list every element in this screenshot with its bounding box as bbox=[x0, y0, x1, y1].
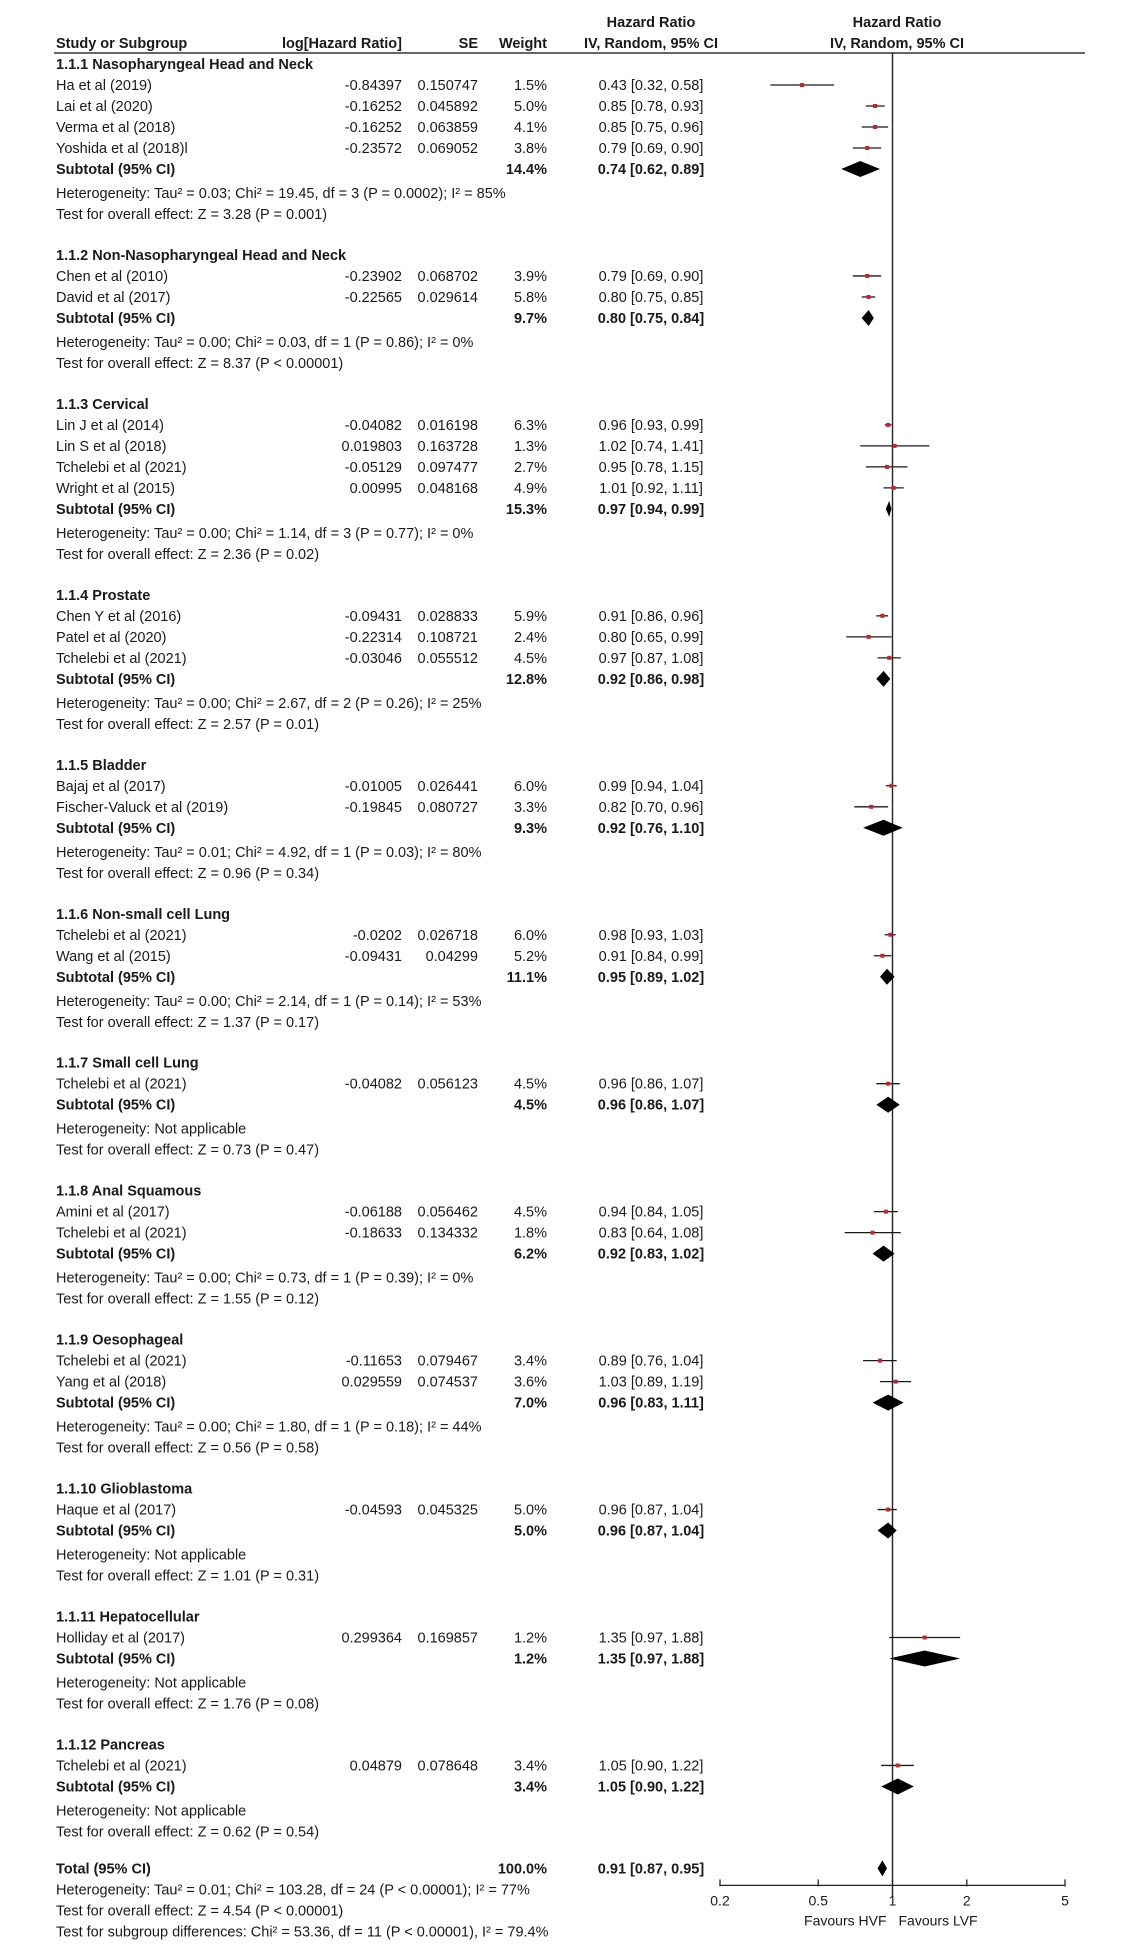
study-loghr: -0.16252 bbox=[344, 99, 402, 115]
subtotal-ci: 0.95 [0.89, 1.02] bbox=[597, 969, 705, 986]
heterogeneity-text: Heterogeneity: Tau² = 0.00; Chi² = 2.67, df = 2 (P = 0.26); I² = 25% bbox=[56, 695, 482, 712]
weight-column-header: Weight bbox=[498, 36, 547, 52]
subtotal-ci: 0.92 [0.83, 1.02] bbox=[597, 1246, 705, 1263]
study-loghr: -0.84397 bbox=[344, 78, 402, 94]
study-loghr: -0.18633 bbox=[344, 1225, 402, 1242]
study-se: 0.163728 bbox=[417, 438, 478, 455]
study-name: Tchelebi et al (2021) bbox=[56, 1353, 187, 1370]
subtotal-weight: 15.3% bbox=[505, 501, 547, 518]
favours-right-label: Favours LVF bbox=[898, 1912, 978, 1929]
subtotal-weight: 12.8% bbox=[505, 671, 547, 688]
study-weight: 5.2% bbox=[513, 948, 547, 965]
study-name: Tchelebi et al (2021) bbox=[56, 1076, 187, 1093]
study-ci: 0.94 [0.84, 1.05] bbox=[598, 1204, 704, 1221]
study-weight: 3.6% bbox=[513, 1374, 547, 1391]
study-ci: 0.99 [0.94, 1.04] bbox=[598, 778, 704, 795]
subtotal-ci: 1.05 [0.90, 1.22] bbox=[597, 1779, 705, 1796]
study-loghr: -0.23902 bbox=[344, 268, 402, 285]
subtotal-label: Subtotal (95% CI) bbox=[56, 1246, 176, 1263]
x-axis-tick-label: 5 bbox=[1061, 1892, 1069, 1909]
study-ci: 0.96 [0.86, 1.07] bbox=[598, 1076, 704, 1093]
study-name: Holliday et al (2017) bbox=[56, 1630, 185, 1647]
subtotal-weight: 5.0% bbox=[513, 1523, 547, 1540]
plot-header: Hazard Ratio bbox=[852, 15, 942, 31]
study-weight: 4.9% bbox=[513, 480, 547, 497]
subtotal-label: Subtotal (95% CI) bbox=[56, 671, 176, 688]
subtotal-weight: 11.1% bbox=[506, 969, 547, 986]
summary-diamond bbox=[876, 671, 890, 687]
loghr-column-header: log[Hazard Ratio] bbox=[281, 36, 402, 52]
subtotal-weight: 14.4% bbox=[505, 162, 547, 178]
study-loghr: -0.04082 bbox=[344, 1076, 402, 1093]
study-loghr: 0.029559 bbox=[341, 1374, 402, 1391]
study-ci: 0.79 [0.69, 0.90] bbox=[598, 268, 704, 285]
summary-diamond bbox=[873, 1246, 895, 1262]
overall-effect-text: Test for overall effect: Z = 1.37 (P = 0.17) bbox=[56, 1014, 320, 1031]
study-se: 0.169857 bbox=[417, 1630, 478, 1647]
subgroup-title: 1.1.12 Pancreas bbox=[56, 1737, 165, 1754]
subtotal-label: Subtotal (95% CI) bbox=[56, 1651, 176, 1668]
subtotal-ci: 1.35 [0.97, 1.88] bbox=[597, 1651, 705, 1668]
study-name: Tchelebi et al (2021) bbox=[56, 1225, 187, 1242]
point-estimate bbox=[894, 1380, 898, 1384]
study-se: 0.078648 bbox=[417, 1758, 478, 1775]
point-estimate bbox=[865, 274, 869, 278]
subtotal-ci: 0.92 [0.86, 0.98] bbox=[597, 671, 705, 688]
subtotal-weight: 1.2% bbox=[513, 1651, 547, 1668]
subtotal-weight: 6.2% bbox=[513, 1246, 547, 1263]
subgroup-title: 1.1.5 Bladder bbox=[56, 757, 147, 774]
study-se: 0.028833 bbox=[417, 608, 478, 625]
total-overall-effect-text: Test for overall effect: Z = 4.54 (P < 0.00001) bbox=[56, 1903, 344, 1920]
point-estimate bbox=[896, 1763, 900, 1767]
overall-effect-text: Test for overall effect: Z = 1.76 (P = 0.08) bbox=[56, 1696, 320, 1713]
summary-diamond bbox=[873, 1395, 904, 1411]
point-estimate bbox=[886, 423, 890, 427]
study-weight: 1.2% bbox=[513, 1630, 547, 1647]
study-loghr: 0.04879 bbox=[349, 1758, 402, 1775]
study-loghr: -0.22565 bbox=[344, 289, 402, 306]
study-name: Amini et al (2017) bbox=[56, 1204, 170, 1221]
study-weight: 2.4% bbox=[513, 629, 547, 646]
study-name: Wright et al (2015) bbox=[56, 480, 176, 497]
study-ci: 0.80 [0.75, 0.85] bbox=[598, 289, 704, 306]
study-name: Tchelebi et al (2021) bbox=[56, 650, 187, 667]
summary-diamond bbox=[841, 161, 880, 177]
point-estimate bbox=[873, 125, 877, 129]
subgroup-title: 1.1.9 Oesophageal bbox=[56, 1332, 184, 1349]
study-name: Lai et al (2020) bbox=[56, 99, 153, 115]
study-weight: 4.5% bbox=[513, 1076, 547, 1093]
overall-effect-text: Test for overall effect: Z = 0.62 (P = 0.54) bbox=[56, 1824, 320, 1841]
study-name: Lin J et al (2014) bbox=[56, 417, 165, 434]
study-se: 0.026441 bbox=[417, 778, 478, 795]
point-estimate bbox=[880, 954, 884, 958]
study-se: 0.048168 bbox=[417, 480, 478, 497]
heterogeneity-text: Heterogeneity: Tau² = 0.00; Chi² = 0.03, df = 1 (P = 0.86); I² = 0% bbox=[56, 334, 474, 351]
study-se: 0.056462 bbox=[417, 1204, 478, 1221]
study-weight: 6.0% bbox=[513, 927, 547, 944]
point-estimate bbox=[892, 486, 896, 490]
point-estimate bbox=[869, 805, 873, 809]
study-name: Verma et al (2018) bbox=[56, 120, 176, 136]
study-weight: 1.8% bbox=[513, 1225, 547, 1242]
subtotal-ci: 0.74 [0.62, 0.89] bbox=[597, 162, 705, 178]
study-loghr: -0.09431 bbox=[344, 948, 402, 965]
subtotal-label: Subtotal (95% CI) bbox=[56, 1523, 176, 1540]
study-weight: 4.5% bbox=[513, 1204, 547, 1221]
heterogeneity-text: Heterogeneity: Tau² = 0.01; Chi² = 4.92, df = 1 (P = 0.03); I² = 80% bbox=[56, 844, 482, 861]
study-ci: 1.03 [0.89, 1.19] bbox=[598, 1374, 704, 1391]
study-se: 0.04299 bbox=[425, 948, 478, 965]
subtotal-label: Subtotal (95% CI) bbox=[56, 310, 176, 327]
subgroup-title: 1.1.6 Non-small cell Lung bbox=[56, 906, 231, 923]
study-se: 0.045892 bbox=[417, 99, 478, 115]
study-ci: 0.80 [0.65, 0.99] bbox=[598, 629, 704, 646]
study-weight: 6.3% bbox=[513, 417, 547, 434]
summary-diamond bbox=[862, 310, 874, 326]
subgroup-title: 1.1.1 Nasopharyngeal Head and Neck bbox=[56, 57, 314, 73]
study-name: Yang et al (2018) bbox=[56, 1374, 167, 1391]
point-estimate bbox=[885, 465, 889, 469]
subtotal-weight: 3.4% bbox=[513, 1779, 547, 1796]
overall-effect-text: Test for overall effect: Z = 8.37 (P < 0.00001) bbox=[56, 355, 344, 372]
overall-effect-text: Test for overall effect: Z = 2.57 (P = 0.01) bbox=[56, 716, 320, 733]
study-ci: 0.85 [0.75, 0.96] bbox=[598, 120, 704, 136]
point-estimate bbox=[867, 635, 871, 639]
total-ci: 0.91 [0.87, 0.95] bbox=[597, 1861, 705, 1878]
study-weight: 1.3% bbox=[513, 438, 547, 455]
study-weight: 3.4% bbox=[513, 1758, 547, 1775]
subgroup-title: 1.1.7 Small cell Lung bbox=[56, 1055, 199, 1072]
summary-diamond bbox=[889, 1651, 960, 1667]
study-weight: 5.8% bbox=[513, 289, 547, 306]
study-ci: 0.83 [0.64, 1.08] bbox=[598, 1225, 704, 1242]
study-name: Tchelebi et al (2021) bbox=[56, 1758, 187, 1775]
study-loghr: -0.23572 bbox=[344, 141, 402, 157]
x-axis-tick-label: 0.5 bbox=[808, 1892, 828, 1909]
study-ci: 0.82 [0.70, 0.96] bbox=[598, 799, 704, 816]
study-ci: 1.01 [0.92, 1.11] bbox=[599, 480, 703, 497]
study-loghr: -0.0202 bbox=[352, 927, 402, 944]
study-se: 0.045325 bbox=[417, 1502, 478, 1519]
study-se: 0.069052 bbox=[417, 141, 478, 157]
study-loghr: -0.04082 bbox=[344, 417, 402, 434]
study-se: 0.055512 bbox=[417, 650, 478, 667]
study-se: 0.079467 bbox=[417, 1353, 478, 1370]
overall-effect-text: Test for overall effect: Z = 1.55 (P = 0.12) bbox=[56, 1291, 320, 1308]
subtotal-weight: 9.3% bbox=[513, 820, 547, 837]
heterogeneity-text: Heterogeneity: Tau² = 0.00; Chi² = 1.14, df = 3 (P = 0.77); I² = 0% bbox=[56, 525, 474, 542]
study-loghr: -0.05129 bbox=[344, 459, 402, 476]
subtotal-weight: 9.7% bbox=[513, 310, 547, 327]
subtotal-ci: 0.96 [0.87, 1.04] bbox=[597, 1523, 705, 1540]
study-weight: 5.0% bbox=[513, 99, 547, 115]
total-weight: 100.0% bbox=[497, 1861, 547, 1878]
study-name: Patel et al (2020) bbox=[56, 629, 167, 646]
study-ci: 1.35 [0.97, 1.88] bbox=[598, 1630, 704, 1647]
study-se: 0.068702 bbox=[417, 268, 478, 285]
heterogeneity-text: Heterogeneity: Not applicable bbox=[56, 1547, 247, 1564]
x-axis-tick-label: 1 bbox=[888, 1892, 897, 1909]
overall-effect-text: Test for overall effect: Z = 0.96 (P = 0.34) bbox=[56, 865, 320, 882]
point-estimate bbox=[887, 656, 891, 660]
point-estimate bbox=[886, 1508, 890, 1512]
study-name: Bajaj et al (2017) bbox=[56, 778, 166, 795]
study-loghr: -0.16252 bbox=[344, 120, 402, 136]
study-weight: 1.5% bbox=[513, 78, 547, 94]
study-name: Haque et al (2017) bbox=[56, 1502, 177, 1519]
heterogeneity-text: Heterogeneity: Tau² = 0.00; Chi² = 1.80, df = 1 (P = 0.18); I² = 44% bbox=[56, 1419, 482, 1436]
heterogeneity-text: Heterogeneity: Not applicable bbox=[56, 1121, 247, 1138]
study-ci: 0.85 [0.78, 0.93] bbox=[598, 99, 704, 115]
heterogeneity-text: Heterogeneity: Not applicable bbox=[56, 1803, 247, 1820]
point-estimate bbox=[873, 104, 877, 108]
subgroup-title: 1.1.11 Hepatocellular bbox=[56, 1609, 200, 1626]
subtotal-label: Subtotal (95% CI) bbox=[56, 162, 176, 178]
subtotal-weight: 7.0% bbox=[513, 1395, 547, 1412]
summary-diamond bbox=[881, 1778, 914, 1794]
point-estimate bbox=[865, 146, 869, 150]
plot-ci-header: IV, Random, 95% CI bbox=[829, 36, 965, 52]
study-se: 0.108721 bbox=[417, 629, 478, 646]
study-ci: 0.96 [0.87, 1.04] bbox=[598, 1502, 704, 1519]
subtotal-ci: 0.97 [0.94, 0.99] bbox=[597, 501, 705, 518]
study-weight: 2.7% bbox=[513, 459, 547, 476]
study-loghr: 0.019803 bbox=[341, 438, 402, 455]
study-se: 0.063859 bbox=[417, 120, 478, 136]
study-se: 0.016198 bbox=[417, 417, 478, 434]
total-heterogeneity-text: Heterogeneity: Tau² = 0.01; Chi² = 103.28, df = 24 (P < 0.00001); I² = 77% bbox=[56, 1882, 530, 1899]
study-loghr: -0.19845 bbox=[344, 799, 402, 816]
study-name: Tchelebi et al (2021) bbox=[56, 927, 187, 944]
point-estimate bbox=[878, 1359, 882, 1363]
point-estimate bbox=[923, 1636, 927, 1640]
study-weight: 5.9% bbox=[513, 608, 547, 625]
study-loghr: -0.04593 bbox=[344, 1502, 402, 1519]
study-weight: 5.0% bbox=[513, 1502, 547, 1519]
study-ci: 1.05 [0.90, 1.22] bbox=[598, 1758, 704, 1775]
subgroup-title: 1.1.8 Anal Squamous bbox=[56, 1183, 202, 1200]
study-name: Chen et al (2010) bbox=[56, 268, 169, 285]
summary-diamond bbox=[878, 1860, 887, 1876]
study-weight: 3.4% bbox=[513, 1353, 547, 1370]
study-name: Fischer-Valuck et al (2019) bbox=[56, 799, 229, 816]
study-loghr: -0.11653 bbox=[345, 1353, 402, 1370]
study-se: 0.026718 bbox=[417, 927, 478, 944]
study-loghr: -0.03046 bbox=[344, 650, 402, 667]
study-ci: 0.91 [0.86, 0.96] bbox=[598, 608, 704, 625]
study-name: Wang et al (2015) bbox=[56, 948, 171, 965]
study-se: 0.134332 bbox=[417, 1225, 478, 1242]
study-weight: 4.1% bbox=[513, 120, 547, 136]
x-axis-tick-label: 0.2 bbox=[710, 1892, 730, 1909]
study-weight: 6.0% bbox=[513, 778, 547, 795]
overall-effect-text: Test for overall effect: Z = 1.01 (P = 0.31) bbox=[56, 1568, 320, 1585]
subtotal-ci: 0.80 [0.75, 0.84] bbox=[597, 310, 705, 327]
subgroup-title: 1.1.4 Prostate bbox=[56, 587, 151, 604]
study-loghr: -0.06188 bbox=[344, 1204, 402, 1221]
study-name: Chen Y et al (2016) bbox=[56, 608, 182, 625]
ci-column-header: IV, Random, 95% CI bbox=[583, 36, 719, 52]
subgroup-title: 1.1.3 Cervical bbox=[56, 396, 149, 413]
study-se: 0.080727 bbox=[417, 799, 478, 816]
study-weight: 3.8% bbox=[513, 141, 547, 157]
study-se: 0.097477 bbox=[417, 459, 478, 476]
study-weight: 3.3% bbox=[513, 799, 547, 816]
subtotal-label: Subtotal (95% CI) bbox=[56, 969, 176, 986]
x-axis-tick-label: 2 bbox=[962, 1892, 971, 1909]
heterogeneity-text: Heterogeneity: Tau² = 0.03; Chi² = 19.45, df = 3 (P = 0.0002); I² = 85% bbox=[56, 186, 506, 202]
summary-diamond bbox=[863, 820, 903, 836]
point-estimate bbox=[880, 614, 884, 618]
study-ci: 0.98 [0.93, 1.03] bbox=[598, 927, 704, 944]
overall-effect-text: Test for overall effect: Z = 0.73 (P = 0.47) bbox=[56, 1142, 320, 1159]
study-se: 0.150747 bbox=[417, 78, 478, 94]
study-ci: 1.02 [0.74, 1.41] bbox=[598, 438, 704, 455]
subtotal-label: Subtotal (95% CI) bbox=[56, 501, 176, 518]
overall-effect-text: Test for overall effect: Z = 3.28 (P = 0.001) bbox=[56, 207, 328, 223]
overall-effect-text: Test for overall effect: Z = 0.56 (P = 0.58) bbox=[56, 1440, 320, 1457]
total-label: Total (95% CI) bbox=[56, 1861, 151, 1878]
study-name: David et al (2017) bbox=[56, 289, 171, 306]
study-ci: 0.91 [0.84, 0.99] bbox=[598, 948, 704, 965]
subtotal-weight: 4.5% bbox=[513, 1097, 547, 1114]
study-se: 0.056123 bbox=[417, 1076, 478, 1093]
subtotal-label: Subtotal (95% CI) bbox=[56, 1395, 176, 1412]
subtotal-label: Subtotal (95% CI) bbox=[56, 820, 176, 837]
study-ci: 0.95 [0.78, 1.15] bbox=[598, 459, 704, 476]
study-loghr: -0.09431 bbox=[344, 608, 402, 625]
summary-diamond bbox=[876, 1097, 899, 1113]
study-ci: 0.97 [0.87, 1.08] bbox=[598, 650, 704, 667]
study-loghr: -0.01005 bbox=[344, 778, 402, 795]
favours-left-label: Favours HVF bbox=[804, 1912, 887, 1929]
overall-effect-text: Test for overall effect: Z = 2.36 (P = 0.02) bbox=[56, 546, 320, 563]
summary-diamond bbox=[886, 501, 892, 517]
point-estimate bbox=[889, 784, 893, 788]
study-loghr: 0.00995 bbox=[349, 480, 402, 497]
study-se: 0.074537 bbox=[417, 1374, 478, 1391]
study-weight: 4.5% bbox=[513, 650, 547, 667]
heterogeneity-text: Heterogeneity: Tau² = 0.00; Chi² = 2.14, df = 1 (P = 0.14); I² = 53% bbox=[56, 993, 482, 1010]
hazard-ratio-header: Hazard Ratio bbox=[606, 15, 696, 31]
subtotal-ci: 0.96 [0.86, 1.07] bbox=[597, 1097, 705, 1114]
study-ci: 0.43 [0.32, 0.58] bbox=[598, 78, 704, 94]
point-estimate bbox=[893, 444, 897, 448]
study-ci: 0.96 [0.93, 0.99] bbox=[598, 417, 704, 434]
study-loghr: 0.299364 bbox=[341, 1630, 402, 1647]
point-estimate bbox=[800, 83, 804, 87]
study-name: Tchelebi et al (2021) bbox=[56, 459, 187, 476]
summary-diamond bbox=[878, 1523, 897, 1539]
study-name: Lin S et al (2018) bbox=[56, 438, 167, 455]
subgroup-title: 1.1.2 Non-Nasopharyngeal Head and Neck bbox=[56, 247, 347, 264]
point-estimate bbox=[871, 1231, 875, 1235]
subgroup-title: 1.1.10 Glioblastoma bbox=[56, 1481, 193, 1498]
point-estimate bbox=[884, 1210, 888, 1214]
subtotal-label: Subtotal (95% CI) bbox=[56, 1097, 176, 1114]
study-weight: 3.9% bbox=[513, 268, 547, 285]
study-name: Yoshida et al (2018)l bbox=[56, 141, 188, 157]
heterogeneity-text: Heterogeneity: Not applicable bbox=[56, 1675, 247, 1692]
point-estimate bbox=[886, 1082, 890, 1086]
study-se: 0.029614 bbox=[417, 289, 478, 306]
point-estimate bbox=[888, 933, 892, 937]
subtotal-label: Subtotal (95% CI) bbox=[56, 1779, 176, 1796]
subtotal-ci: 0.96 [0.83, 1.11] bbox=[598, 1395, 704, 1412]
point-estimate bbox=[867, 295, 871, 299]
study-column-header: Study or Subgroup bbox=[56, 36, 188, 52]
study-loghr: -0.22314 bbox=[344, 629, 402, 646]
study-name: Ha et al (2019) bbox=[56, 78, 152, 94]
heterogeneity-text: Heterogeneity: Tau² = 0.00; Chi² = 0.73, df = 1 (P = 0.39); I² = 0% bbox=[56, 1270, 474, 1287]
subgroup-differences-text: Test for subgroup differences: Chi² = 53.36, df = 11 (P < 0.00001), I² = 79.4% bbox=[56, 1924, 549, 1941]
se-column-header: SE bbox=[458, 36, 478, 52]
study-ci: 0.89 [0.76, 1.04] bbox=[598, 1353, 704, 1370]
study-ci: 0.79 [0.69, 0.90] bbox=[598, 141, 704, 157]
subtotal-ci: 0.92 [0.76, 1.10] bbox=[597, 820, 705, 837]
